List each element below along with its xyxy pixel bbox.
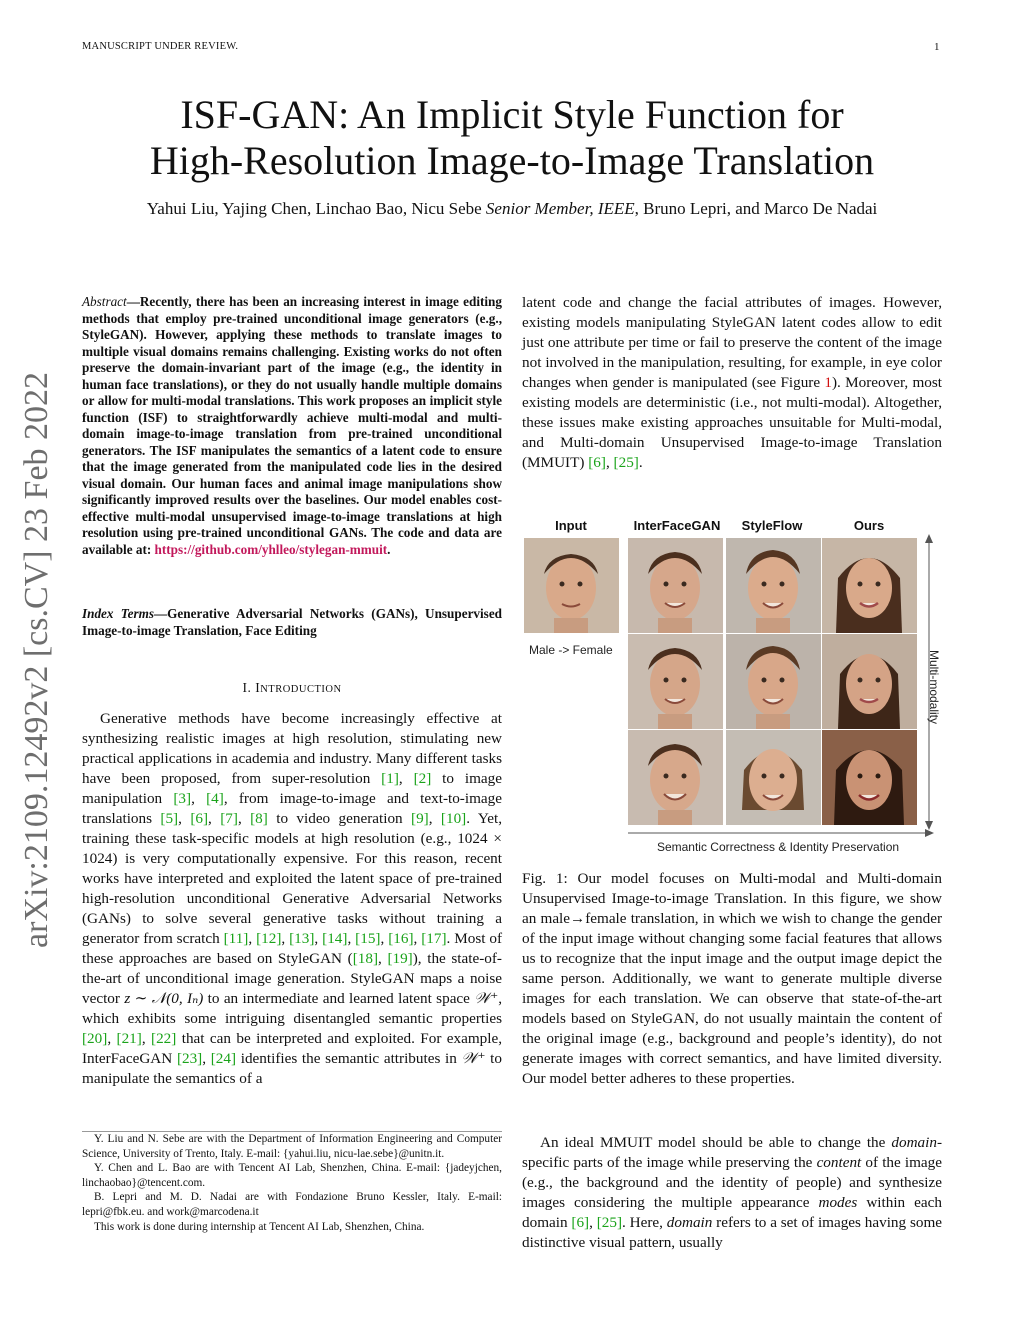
section-number: I. xyxy=(242,680,252,695)
abstract xyxy=(82,294,502,558)
citation[interactable]: [18] xyxy=(352,950,379,967)
text-run: Generative methods have become increasingly effective at synthesizing realistic images at high resolution, stimulating new practical applications in academia and industry. Many different tasks have been proposed, from super-resolution xyxy=(82,710,502,787)
abstract-end: . xyxy=(387,541,391,557)
code-link[interactable]: https://github.com/yhlleo/stylegan-mmuit xyxy=(154,541,388,557)
title-line-1: ISF-GAN: An Implicit Style Function for xyxy=(180,92,844,137)
index-terms xyxy=(82,606,502,639)
input-translation-label: Male -> Female xyxy=(529,643,613,657)
text-run: -specific parts of the image while preserving the xyxy=(522,1134,942,1171)
abstract-text: —Recently, there has been an increasing interest in image editing methods that employ pre-trained unconditional image generators (e.g., StyleGAN). However, applying these methods to translate images to multiple visual domains remains challenging. Existing works do not often preserve the domain-invariant part of the image (e.g., the identity in human face translations), or they do not usually handle multiple domains or allow for multi-modal translations. This work proposes an implicit style function (ISF) to straightforwardly achieve multi-modal and multi-domain image-to-image translation from pre-trained unconditional generators. The ISF manipulates the semantics of a latent code to ensure that the image generated from the manipulated code lies in the desired visual domain. Our human faces and animal image manipulations show significantly improved results over the baselines. Our model enables cost-effective multi-modal unsupervised image-to-image translations at high resolution using pre-trained unconditional GANs. The code and data are available at: xyxy=(82,294,502,557)
text-run: within each domain xyxy=(522,1194,942,1231)
citation[interactable]: [3] xyxy=(173,790,192,807)
emphasis: domain xyxy=(666,1214,713,1231)
citation[interactable]: [7] xyxy=(220,810,238,827)
right-column-text-2 xyxy=(522,1133,942,1253)
caption-text: Fig. 1: Our model focuses on Multi-modal and Multi-domain Unsupervised Image-to-image Translation. In this figure, we show an male→female translation, in which we wish to change the gender of the input image without changing some facial features that allows us to recognize that the input image and the output image depict the same person. Additionally, we want to generate multiple diverse images for each translation. We can observe that state-of-the-art models based on StyleGAN, do not usually maintain the content of the original image (e.g., background and people’s identity), do not generate images with correct semantics, and have limited diversity. Our model better adheres to these properties. xyxy=(522,870,942,1087)
text-run: ). Moreover, most existing models are deterministic (i.e., not multi-modal). Altogether, these issues make existing approaches unsuitable for Multi-modal, and Multi-domain Unsupervised Image-to-image Translation (MMUIT) xyxy=(522,374,943,471)
footnotes xyxy=(82,1131,502,1234)
section-title-rest: NTRODUCTION xyxy=(260,684,342,695)
text-run: to image manipulation xyxy=(82,770,502,807)
citation[interactable]: [20] xyxy=(82,1030,108,1047)
citation[interactable]: [4] xyxy=(206,790,224,807)
author-list xyxy=(40,199,984,219)
citation[interactable]: [25] xyxy=(596,1214,623,1231)
citation[interactable]: [15] xyxy=(355,930,381,947)
paragraph xyxy=(522,1133,942,1253)
citation[interactable]: [6] xyxy=(190,810,209,827)
text-run: refers to a set of images having some distinctive visual pattern, usually xyxy=(522,1214,942,1251)
text-run: . xyxy=(638,454,643,471)
authors-rest: , Bruno Lepri, and Marco De Nadai xyxy=(634,199,878,218)
citation[interactable]: [17] xyxy=(421,930,447,947)
x-axis-label: Semantic Correctness & Identity Preservation xyxy=(656,840,900,854)
text-run: latent code and change the facial attributes of images. However, existing models manipulating StyleGAN latent codes allow to edit just one attribute per time or fail to preserve the content of the image not involved in the manipulation, resulting, for example, in eye color changes when gender is manipulated (see Figure xyxy=(522,294,942,391)
emphasis: content xyxy=(816,1154,862,1171)
introduction-body xyxy=(82,709,502,1089)
emphasis: domain xyxy=(891,1134,937,1151)
figure-reference[interactable]: 1 xyxy=(824,374,832,391)
section-title-first: I xyxy=(255,680,261,695)
citation[interactable]: [19] xyxy=(387,950,413,967)
emphasis: modes xyxy=(818,1194,858,1211)
figure-caption xyxy=(522,869,942,1089)
column-label-styleflow: StyleFlow xyxy=(741,518,803,533)
column-label-ours: Ours xyxy=(853,518,885,533)
text-run: . Most of these approaches are based on StyleGAN ( xyxy=(82,930,503,967)
citation[interactable]: [13] xyxy=(289,930,315,947)
citation[interactable]: [14] xyxy=(322,930,348,947)
citation[interactable]: [21] xyxy=(116,1030,142,1047)
index-terms-label: Index Terms xyxy=(82,606,154,621)
citation[interactable]: [6] xyxy=(571,1214,590,1231)
text-run: , from image-to-image and text-to-image translations xyxy=(82,790,502,827)
index-terms-text: —Generative Adversarial Networks (GANs), Unsupervised Image-to-image Translation, Face Editing xyxy=(82,606,503,638)
math-latent-space: 𝒲⁺ xyxy=(461,1050,486,1067)
authors-italic: Senior Member, IEEE xyxy=(485,199,635,218)
text-run: that can be interpreted and exploited. For example, InterFaceGAN xyxy=(82,1030,503,1067)
footnote: Y. Chen and L. Bao are with Tencent AI Lab, Shenzhen, China. E-mail: {jadeyjchen, linchaobao}@tencent.com. xyxy=(82,1162,502,1189)
footnote: Y. Liu and N. Sebe are with the Department of Information Engineering and Computer Science, University of Trento, Italy. E-mail: {yahui.liu, nicu-lae.sebe}@unitn.it. xyxy=(82,1133,502,1160)
citation[interactable]: [1] xyxy=(381,770,399,787)
citation[interactable]: [16] xyxy=(388,930,414,947)
text-run: to video generation xyxy=(267,810,412,827)
text-run: . Yet, training these task-specific models at high resolution (e.g., 1024 × 1024) is very computationally expensive. For this reason, recent works have interpreted and exploited the latent space of pre-trained high-resolution unconditional Generative Adversarial Networks (GANs) to solve several generative tasks without training a generator from scratch xyxy=(82,810,503,947)
authors-plain: Yahui Liu, Yajing Chen, Linchao Bao, Nicu Sebe xyxy=(146,199,486,218)
text-run: , xyxy=(605,454,614,471)
text-run: ), the state-of-the-art of unconditional image generation. StyleGAN maps a noise vector xyxy=(82,950,502,1007)
citation[interactable]: [25] xyxy=(613,454,639,471)
citation[interactable]: [24] xyxy=(210,1050,237,1067)
citation[interactable]: [5] xyxy=(160,810,179,827)
text-run: An ideal MMUIT model should be able to change the xyxy=(540,1134,892,1151)
column-label-input: Input xyxy=(555,518,587,533)
citation[interactable]: [10] xyxy=(440,810,467,827)
text-run: to manipulate the semantics of a xyxy=(82,1050,502,1087)
figure-1 xyxy=(518,512,948,862)
page-number: 1 xyxy=(934,41,940,53)
citation[interactable]: [2] xyxy=(413,770,432,787)
text-run: identifies the semantic attributes in xyxy=(236,1050,462,1067)
citation[interactable]: [22] xyxy=(151,1030,177,1047)
math-noise-vector: z ∼ 𝒩(0, Iₙ) xyxy=(124,990,204,1007)
citation[interactable]: [9] xyxy=(411,810,429,827)
math-latent-space: 𝒲⁺ xyxy=(474,990,499,1007)
title-line-2: High-Resolution Image-to-Image Translation xyxy=(149,138,875,183)
abstract-label: Abstract xyxy=(82,294,127,309)
citation[interactable]: [8] xyxy=(250,810,268,827)
footnote: This work is done during internship at Tencent AI Lab, Shenzhen, China. xyxy=(94,1220,425,1233)
section-heading xyxy=(82,680,502,696)
text-run: , which exhibits some intriguing disentangled semantic properties xyxy=(82,990,503,1027)
citation[interactable]: [11] xyxy=(223,930,249,947)
text-run: , xyxy=(589,1214,597,1231)
text-run: of the image (e.g., the background and the identity of people) and synthesize images considering the multiple appearance xyxy=(522,1154,942,1211)
paragraph xyxy=(522,293,942,473)
arxiv-identifier: arXiv:2109.12492v2 [cs.CV] 23 Feb 2022 xyxy=(18,371,55,948)
footnote: B. Lepri and M. D. Nadai are with Fondazione Bruno Kessler, Italy. E-mail: lepri@fbk.eu. and work@marcodena.it xyxy=(82,1191,502,1218)
text-run: to an intermediate and learned latent space xyxy=(203,990,475,1007)
right-column-text xyxy=(522,293,942,473)
running-header: MANUSCRIPT UNDER REVIEW. xyxy=(82,41,239,52)
citation[interactable]: [23] xyxy=(176,1050,203,1067)
column-label-interfacegan: InterFaceGAN xyxy=(633,518,721,533)
figure-axes xyxy=(518,512,948,862)
y-axis-label: Multi-modality xyxy=(927,649,941,724)
citation[interactable]: [12] xyxy=(256,930,282,947)
intro-paragraph: Generative methods have become increasingly effective at synthesizing realistic images at high resolution, stimulating new practical applications in academia and industry. Many different tasks have been proposed, from super-resolution [1], [2] to image manipulation [3], [4], from image-to-image and text-to-image translations [5], [6], [7], [8] to video generation [9], [10]. Yet, training these task-specific models at high resolution (e.g., 1024 × 1024) is very computationally expensive. For this reason, recent works have interpreted and exploited the latent space of pre-trained high-resolution unconditional Generative Adversarial Networks (GANs) to solve several generative tasks without training a generator from scratch [11], [12], [13], [14], [15], [16], [17]. Most of these approaches are based on StyleGAN ([18], [19]), the state-of-the-art of unconditional image generation. StyleGAN maps a noise vector z ∼ 𝒩(0, Iₙ) to an intermediate and learned latent space 𝒲⁺, which exhibits some intriguing disentangled semantic properties [20], [21], [22] that can be interpreted and exploited. For example, InterFaceGAN [23], [24] identifies the semantic attributes in 𝒲⁺ to manipulate the semantics of a xyxy=(82,710,503,1087)
paper-title xyxy=(40,92,984,184)
text-run: . Here, xyxy=(622,1214,667,1231)
citation[interactable]: [6] xyxy=(588,454,606,471)
